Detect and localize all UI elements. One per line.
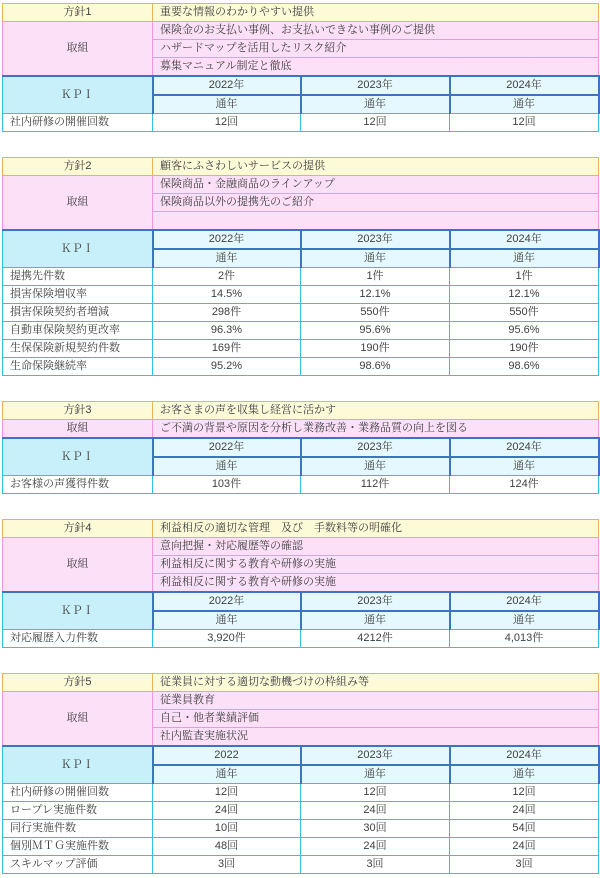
period-header-cell: 通年 <box>301 457 450 476</box>
kpi-value-cell: 12回 <box>153 114 301 132</box>
year-header-cell: 2023年 <box>301 76 450 95</box>
policy-text-cell: 重要な情報のわかりやすい提供 <box>153 4 599 22</box>
policy-label-cell: 方針3 <box>3 402 153 420</box>
kpi-value-cell: 24回 <box>301 838 450 856</box>
policy-text-cell: 利益相反の適切な管理 及び 手数料等の明確化 <box>153 520 599 538</box>
period-header-cell: 通年 <box>153 249 301 268</box>
kpi-data-row <box>3 114 599 132</box>
initiative-text-cell: ご不満の背景や原因を分析し業務改善・業務品質の向上を図る <box>153 420 599 439</box>
initiative-text-cell: 自己・他者業績評価 <box>153 710 599 728</box>
initiative-row <box>3 538 599 556</box>
kpi-value-cell: 54回 <box>450 820 599 838</box>
policy-row <box>3 674 599 692</box>
year-header-cell: 2024年 <box>450 592 599 611</box>
kpi-value-cell: 98.6% <box>301 358 450 376</box>
policy-table <box>2 157 600 376</box>
policy-table <box>2 673 600 874</box>
kpi-data-row <box>3 286 599 304</box>
year-header-cell: 2022年 <box>153 76 301 95</box>
kpi-value-cell: 3回 <box>301 856 450 874</box>
kpi-row-label-cell: 個別ＭＴＧ実施件数 <box>3 838 153 856</box>
kpi-value-cell: 95.6% <box>450 322 599 340</box>
year-header-cell: 2022年 <box>153 592 301 611</box>
kpi-value-cell: 4,013件 <box>450 630 599 648</box>
kpi-value-cell: 3,920件 <box>153 630 301 648</box>
kpi-data-row <box>3 802 599 820</box>
year-header-cell: 2023年 <box>301 746 450 765</box>
kpi-year-row <box>3 230 599 249</box>
kpi-label-cell: ＫＰＩ <box>3 230 153 268</box>
period-header-cell: 通年 <box>153 95 301 114</box>
kpi-row-label-cell: 生命保険継続率 <box>3 358 153 376</box>
initiative-row <box>3 22 599 40</box>
policy-section-1 <box>2 3 598 132</box>
initiative-row <box>3 176 599 194</box>
kpi-year-row <box>3 438 599 457</box>
initiatives-label-cell: 取組 <box>3 692 153 747</box>
initiative-row <box>3 692 599 710</box>
initiative-text-cell: 募集マニュアル制定と徹底 <box>153 58 599 77</box>
period-header-cell: 通年 <box>450 765 599 784</box>
kpi-data-row <box>3 268 599 286</box>
period-header-cell: 通年 <box>153 611 301 630</box>
initiative-text-cell <box>153 212 599 231</box>
period-header-cell: 通年 <box>301 249 450 268</box>
kpi-row-label-cell: 損害保険増収率 <box>3 286 153 304</box>
policy-label-cell: 方針1 <box>3 4 153 22</box>
kpi-data-row <box>3 630 599 648</box>
policy-text-cell: 顧客にふさわしいサービスの提供 <box>153 158 599 176</box>
policy-text-cell: お客さまの声を収集し経営に活かす <box>153 402 599 420</box>
initiatives-label-cell: 取組 <box>3 22 153 77</box>
kpi-value-cell: 112件 <box>301 476 450 494</box>
kpi-row-label-cell: ロープレ実施件数 <box>3 802 153 820</box>
policy-label-cell: 方針5 <box>3 674 153 692</box>
kpi-value-cell: 2件 <box>153 268 301 286</box>
kpi-value-cell: 95.6% <box>301 322 450 340</box>
year-header-cell: 2023年 <box>301 592 450 611</box>
kpi-value-cell: 3回 <box>450 856 599 874</box>
period-header-cell: 通年 <box>153 457 301 476</box>
policy-label-cell: 方針2 <box>3 158 153 176</box>
kpi-value-cell: 12.1% <box>301 286 450 304</box>
initiative-text-cell: 利益相反に関する教育や研修の実施 <box>153 574 599 593</box>
kpi-data-row <box>3 856 599 874</box>
initiatives-label-cell: 取組 <box>3 176 153 231</box>
year-header-cell: 2024年 <box>450 230 599 249</box>
initiatives-label-cell: 取組 <box>3 420 153 439</box>
kpi-data-row <box>3 304 599 322</box>
kpi-value-cell: 1件 <box>450 268 599 286</box>
period-header-cell: 通年 <box>153 765 301 784</box>
period-header-cell: 通年 <box>301 95 450 114</box>
kpi-label-cell: ＫＰＩ <box>3 746 153 784</box>
kpi-year-row <box>3 746 599 765</box>
kpi-value-cell: 124件 <box>450 476 599 494</box>
kpi-row-label-cell: 損害保険契約者増減 <box>3 304 153 322</box>
kpi-value-cell: 10回 <box>153 820 301 838</box>
policy-row <box>3 4 599 22</box>
year-header-cell: 2024年 <box>450 746 599 765</box>
kpi-value-cell: 30回 <box>301 820 450 838</box>
kpi-value-cell: 3回 <box>153 856 301 874</box>
kpi-value-cell: 24回 <box>153 802 301 820</box>
kpi-data-row <box>3 820 599 838</box>
kpi-label-cell: ＫＰＩ <box>3 76 153 114</box>
kpi-value-cell: 550件 <box>301 304 450 322</box>
kpi-label-cell: ＫＰＩ <box>3 438 153 476</box>
policy-table <box>2 401 600 494</box>
kpi-value-cell: 95.2% <box>153 358 301 376</box>
kpi-data-row <box>3 340 599 358</box>
year-header-cell: 2023年 <box>301 230 450 249</box>
kpi-row-label-cell: 社内研修の開催回数 <box>3 784 153 802</box>
kpi-value-cell: 24回 <box>450 838 599 856</box>
kpi-value-cell: 12回 <box>301 784 450 802</box>
kpi-value-cell: 190件 <box>450 340 599 358</box>
policy-row <box>3 158 599 176</box>
period-header-cell: 通年 <box>450 457 599 476</box>
kpi-row-label-cell: 対応履歴入力件数 <box>3 630 153 648</box>
initiative-text-cell: 意向把握・対応履歴等の確認 <box>153 538 599 556</box>
kpi-row-label-cell: 生保保険新規契約件数 <box>3 340 153 358</box>
kpi-data-row <box>3 784 599 802</box>
kpi-year-row <box>3 76 599 95</box>
kpi-value-cell: 12回 <box>450 784 599 802</box>
kpi-value-cell: 12.1% <box>450 286 599 304</box>
kpi-label-cell: ＫＰＩ <box>3 592 153 630</box>
policy-section-3 <box>2 401 598 494</box>
period-header-cell: 通年 <box>450 95 599 114</box>
kpi-value-cell: 298件 <box>153 304 301 322</box>
kpi-data-row <box>3 322 599 340</box>
kpi-value-cell: 190件 <box>301 340 450 358</box>
kpi-value-cell: 12回 <box>153 784 301 802</box>
kpi-row-label-cell: 自動車保険契約更改率 <box>3 322 153 340</box>
kpi-row-label-cell: お客様の声獲得件数 <box>3 476 153 494</box>
kpi-value-cell: 12回 <box>301 114 450 132</box>
period-header-cell: 通年 <box>301 765 450 784</box>
kpi-value-cell: 103件 <box>153 476 301 494</box>
kpi-data-row <box>3 358 599 376</box>
period-header-cell: 通年 <box>450 249 599 268</box>
policy-row <box>3 402 599 420</box>
initiative-row <box>3 420 599 439</box>
initiative-text-cell: 保険商品・金融商品のラインアップ <box>153 176 599 194</box>
period-header-cell: 通年 <box>450 611 599 630</box>
year-header-cell: 2024年 <box>450 438 599 457</box>
policy-section-5 <box>2 673 598 874</box>
year-header-cell: 2023年 <box>301 438 450 457</box>
kpi-value-cell: 24回 <box>301 802 450 820</box>
kpi-value-cell: 550件 <box>450 304 599 322</box>
initiative-text-cell: 保険商品以外の提携先のご紹介 <box>153 194 599 212</box>
kpi-row-label-cell: 同行実施件数 <box>3 820 153 838</box>
kpi-data-row <box>3 476 599 494</box>
year-header-cell: 2022年 <box>153 230 301 249</box>
kpi-row-label-cell: 社内研修の開催回数 <box>3 114 153 132</box>
policy-section-2 <box>2 157 598 376</box>
year-header-cell: 2022 <box>153 746 301 765</box>
kpi-value-cell: 4212件 <box>301 630 450 648</box>
policy-section-4 <box>2 519 598 648</box>
policy-table <box>2 519 600 648</box>
year-header-cell: 2022年 <box>153 438 301 457</box>
initiative-text-cell: 従業員教育 <box>153 692 599 710</box>
kpi-value-cell: 1件 <box>301 268 450 286</box>
policy-row <box>3 520 599 538</box>
kpi-year-row <box>3 592 599 611</box>
policy-table <box>2 3 600 132</box>
kpi-row-label-cell: スキルマップ評価 <box>3 856 153 874</box>
policy-label-cell: 方針4 <box>3 520 153 538</box>
kpi-value-cell: 98.6% <box>450 358 599 376</box>
policy-text-cell: 従業員に対する適切な動機づけの枠組み等 <box>153 674 599 692</box>
year-header-cell: 2024年 <box>450 76 599 95</box>
kpi-row-label-cell: 提携先件数 <box>3 268 153 286</box>
kpi-value-cell: 96.3% <box>153 322 301 340</box>
initiatives-label-cell: 取組 <box>3 538 153 593</box>
kpi-value-cell: 14.5% <box>153 286 301 304</box>
kpi-data-row <box>3 838 599 856</box>
initiative-text-cell: 利益相反に関する教育や研修の実施 <box>153 556 599 574</box>
initiative-text-cell: 保険金のお支払い事例、お支払いできない事例のご提供 <box>153 22 599 40</box>
period-header-cell: 通年 <box>301 611 450 630</box>
initiative-text-cell: 社内監査実施状況 <box>153 728 599 747</box>
kpi-value-cell: 169件 <box>153 340 301 358</box>
initiative-text-cell: ハザードマップを活用したリスク紹介 <box>153 40 599 58</box>
kpi-value-cell: 24回 <box>450 802 599 820</box>
kpi-value-cell: 48回 <box>153 838 301 856</box>
kpi-value-cell: 12回 <box>450 114 599 132</box>
